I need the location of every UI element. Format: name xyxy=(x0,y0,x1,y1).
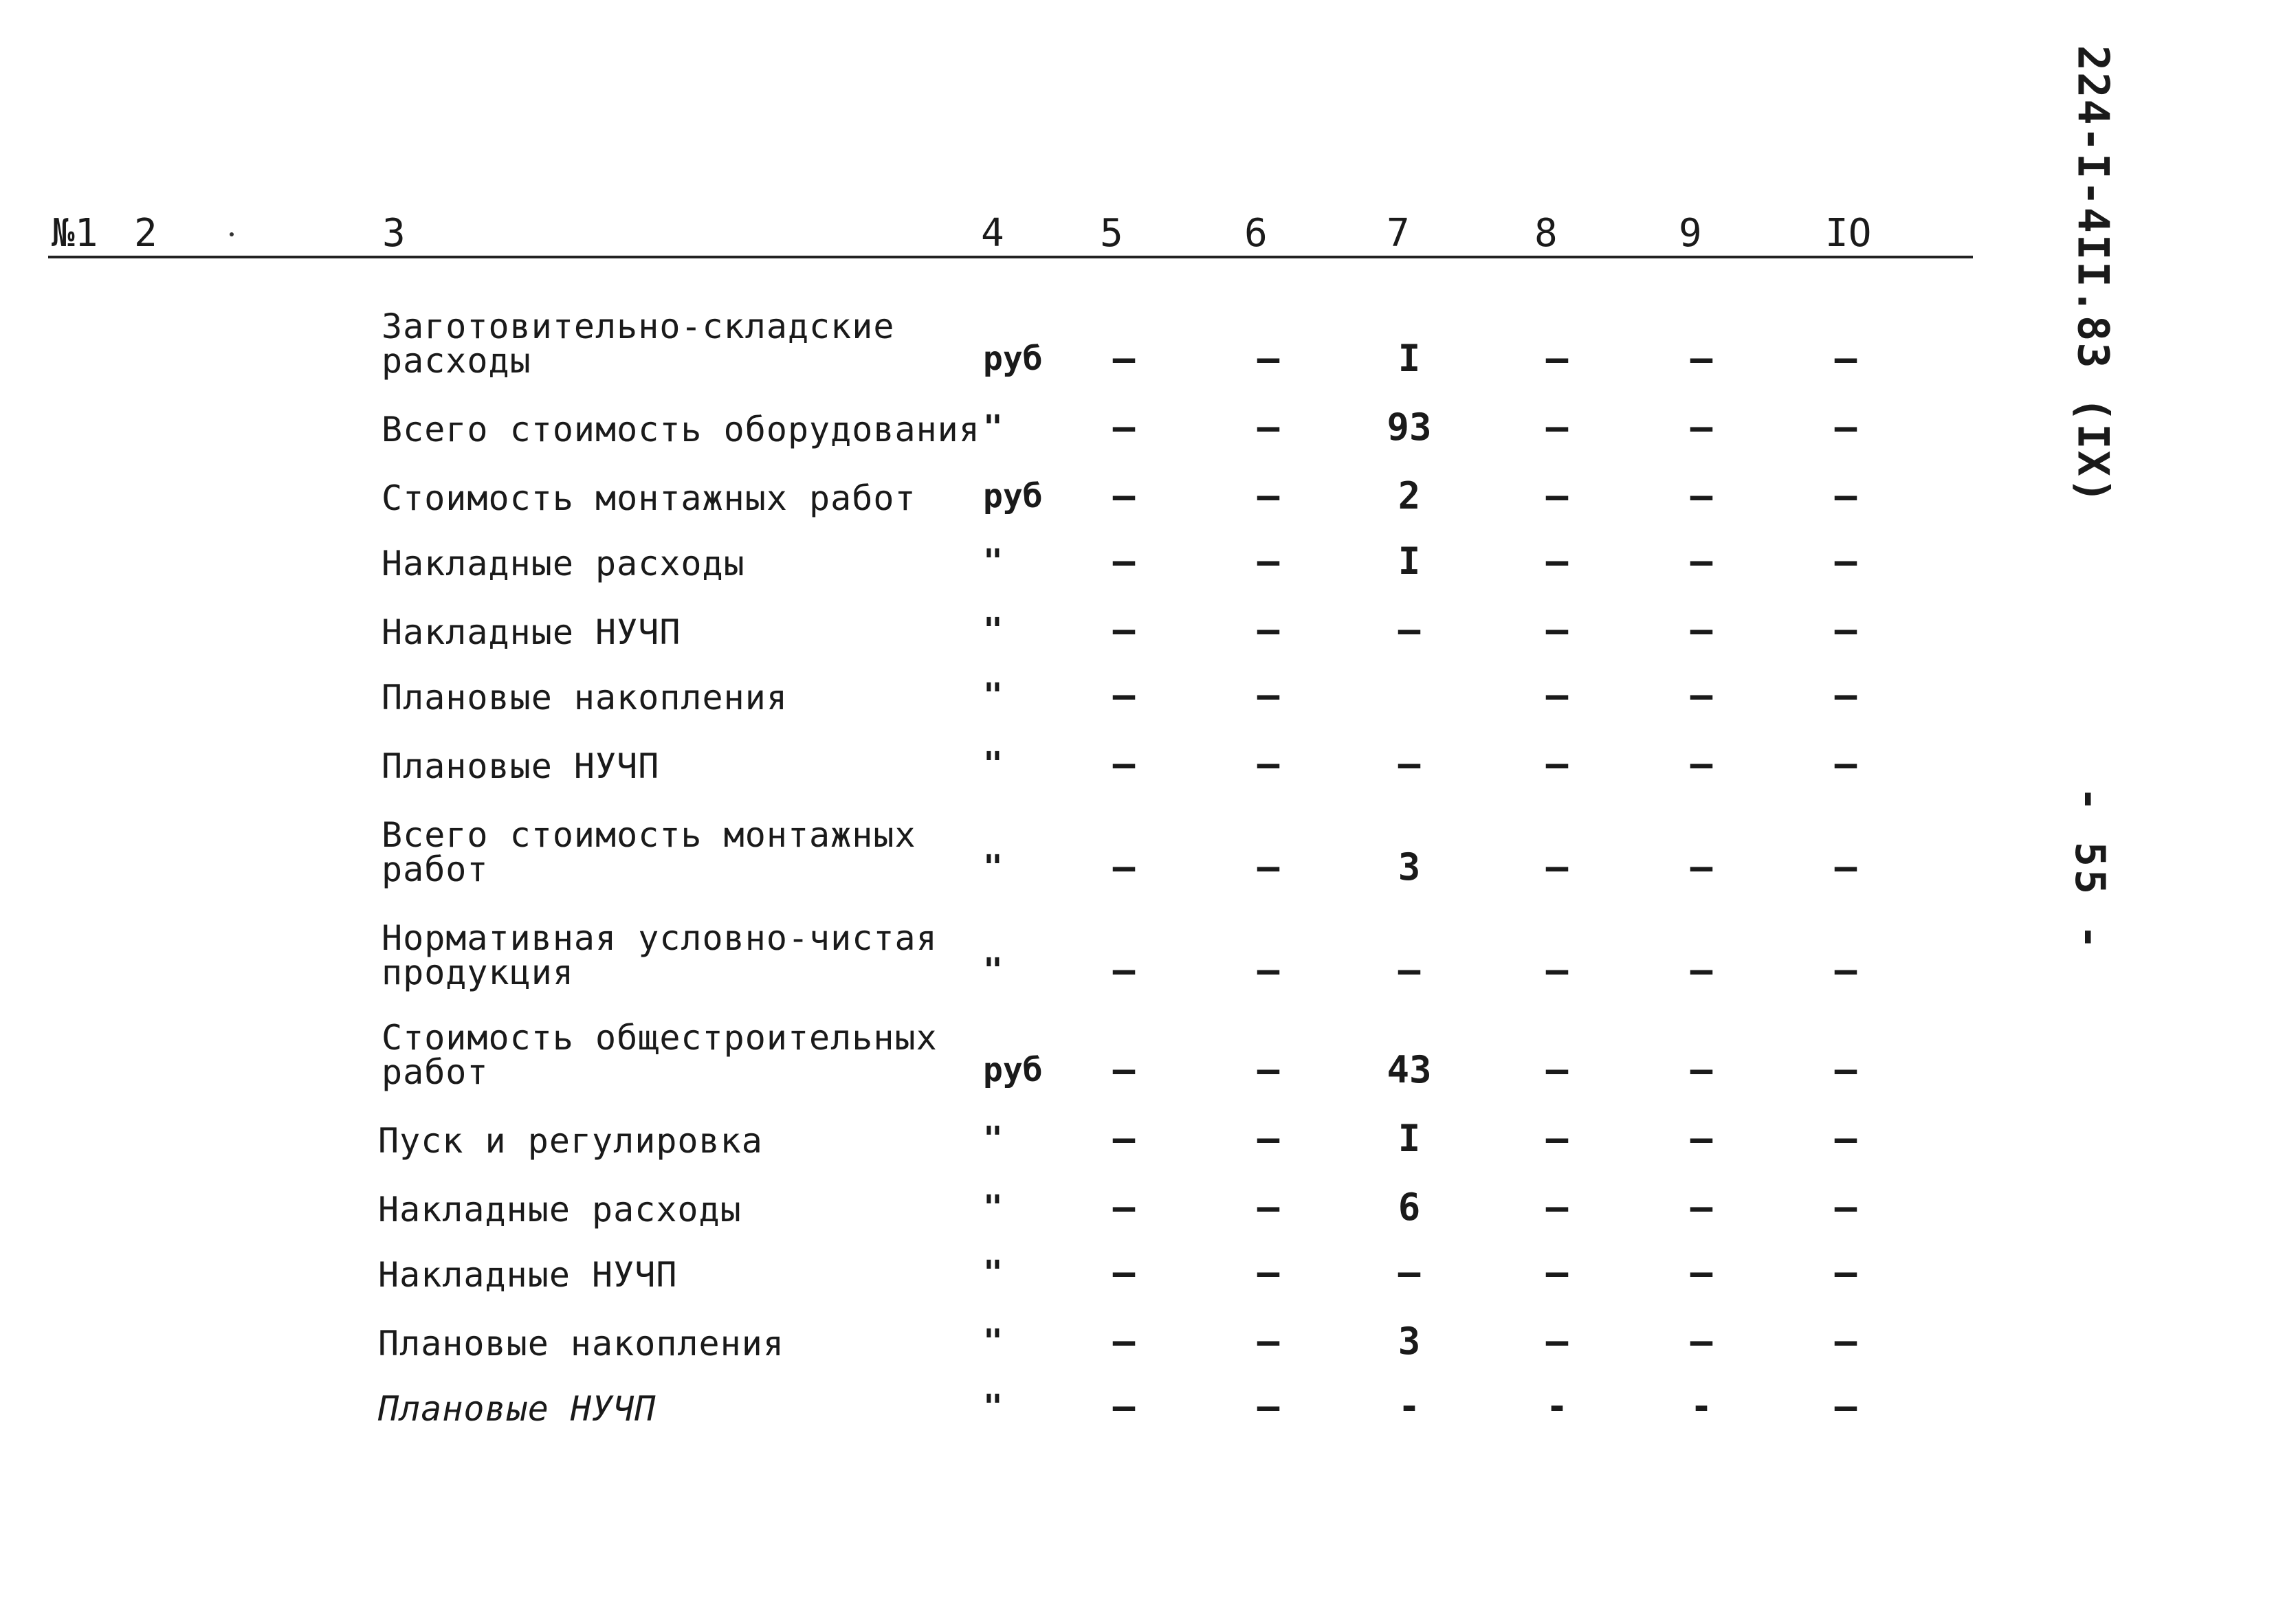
row-description: Плановые накопления xyxy=(382,678,788,718)
column-header-6: 6 xyxy=(1244,211,1268,256)
cell-col-9: – xyxy=(1690,540,1713,583)
cell-col-6: – xyxy=(1257,1117,1280,1160)
cell-col-7: 2 xyxy=(1398,474,1421,518)
header-divider xyxy=(48,256,1973,258)
table-row xyxy=(0,1244,1973,1295)
cell-col-10: – xyxy=(1834,674,1857,717)
table-row xyxy=(0,467,1973,518)
row-description: Всего стоимость монтажных работ xyxy=(382,815,916,889)
cell-col-10: – xyxy=(1834,608,1857,652)
cell-col-8: – xyxy=(1545,1048,1569,1091)
cell-col-9: – xyxy=(1690,742,1713,786)
table-row xyxy=(0,907,1973,990)
row-description: Всего стоимость оборудования xyxy=(382,410,980,449)
cell-col-9: – xyxy=(1690,337,1713,380)
header-dot-mark xyxy=(230,232,234,236)
cell-col-9: – xyxy=(1690,845,1713,889)
column-header-4: 4 xyxy=(981,211,1004,256)
cell-col-10: – xyxy=(1834,845,1857,889)
row-unit: " xyxy=(983,676,1003,715)
cell-col-5: – xyxy=(1112,1117,1136,1160)
cell-col-7: 43 xyxy=(1387,1048,1432,1091)
cell-col-10: – xyxy=(1834,948,1857,992)
cell-col-10: – xyxy=(1834,1320,1857,1363)
cell-col-8: – xyxy=(1545,405,1569,449)
cell-col-6: – xyxy=(1257,1320,1280,1363)
cell-col-5: – xyxy=(1112,474,1136,518)
cell-col-5: – xyxy=(1112,1048,1136,1091)
cell-col-10: – xyxy=(1834,1048,1857,1091)
cell-col-9: – xyxy=(1690,1117,1713,1160)
cell-col-8: – xyxy=(1545,337,1569,380)
column-header-8: 8 xyxy=(1534,211,1558,256)
row-description: Накладные расходы xyxy=(378,1190,742,1230)
cell-col-8: – xyxy=(1545,474,1569,518)
row-description: Накладные расходы xyxy=(382,544,745,583)
cell-col-8: – xyxy=(1545,1320,1569,1363)
row-unit: " xyxy=(983,408,1003,447)
table-row xyxy=(0,735,1973,786)
cell-col-6: – xyxy=(1257,540,1280,583)
cell-col-8: – xyxy=(1545,608,1569,652)
cell-col-10: – xyxy=(1834,1117,1857,1160)
cell-col-6: – xyxy=(1257,1186,1280,1229)
row-unit: " xyxy=(983,951,1003,990)
cell-col-7: I xyxy=(1398,337,1421,380)
row-description: Нормативная условно-чистая продукция xyxy=(382,918,938,992)
cell-col-5: – xyxy=(1112,845,1136,889)
column-header-9: 9 xyxy=(1679,211,1702,256)
cell-col-9: – xyxy=(1690,608,1713,652)
row-unit: " xyxy=(983,848,1003,887)
cell-col-5: – xyxy=(1112,540,1136,583)
cell-col-10: – xyxy=(1834,1186,1857,1229)
row-unit: " xyxy=(983,1254,1003,1292)
cell-col-7: 3 xyxy=(1398,1320,1421,1363)
cell-col-8: – xyxy=(1545,1117,1569,1160)
table-row xyxy=(0,667,1973,718)
cell-col-6: – xyxy=(1257,1048,1280,1091)
table-row xyxy=(0,533,1973,581)
cell-col-8: – xyxy=(1545,1186,1569,1229)
cell-col-7: – xyxy=(1398,742,1421,786)
table-row xyxy=(0,601,1973,652)
row-description: Плановые НУЧП xyxy=(382,746,660,786)
table-header xyxy=(0,206,1973,261)
cell-col-10: – xyxy=(1834,1385,1857,1428)
cell-col-7: – xyxy=(1398,948,1421,992)
cell-col-6: – xyxy=(1257,948,1280,992)
cell-col-9: – xyxy=(1690,474,1713,518)
cell-col-10: – xyxy=(1834,1251,1857,1294)
cell-col-6: – xyxy=(1257,742,1280,786)
table-row xyxy=(0,1313,1973,1364)
cell-col-9: – xyxy=(1690,1048,1713,1091)
cell-col-8: - xyxy=(1545,1385,1569,1428)
row-unit: руб xyxy=(983,1051,1043,1089)
cell-col-7: 93 xyxy=(1387,405,1432,449)
cell-col-6: – xyxy=(1257,405,1280,449)
cell-col-8: – xyxy=(1545,674,1569,717)
row-description: Накладные НУЧП xyxy=(378,1255,678,1295)
cell-col-6: – xyxy=(1257,845,1280,889)
cell-col-9: – xyxy=(1690,948,1713,992)
cell-col-9: - xyxy=(1690,1385,1713,1428)
cell-col-9: – xyxy=(1690,674,1713,717)
column-header-3: 3 xyxy=(382,211,406,256)
cell-col-6: – xyxy=(1257,1385,1280,1428)
table-row xyxy=(0,1110,1973,1161)
cell-col-9: – xyxy=(1690,1251,1713,1294)
row-unit: руб xyxy=(983,477,1043,515)
row-unit: " xyxy=(983,745,1003,783)
row-unit: " xyxy=(983,542,1003,581)
cell-col-7: I xyxy=(1398,1117,1421,1160)
cell-col-7: – xyxy=(1398,608,1421,652)
cell-col-10: – xyxy=(1834,337,1857,380)
cell-col-9: – xyxy=(1690,1186,1713,1229)
row-description: Накладные НУЧП xyxy=(382,612,681,652)
row-unit: " xyxy=(983,1188,1003,1227)
cell-col-8: – xyxy=(1545,948,1569,992)
row-description: Стоимость монтажных работ xyxy=(382,478,916,518)
column-header-10: IO xyxy=(1825,211,1872,256)
cell-col-6: – xyxy=(1257,474,1280,518)
column-header-2: 2 xyxy=(134,211,157,256)
cell-col-5: – xyxy=(1112,1385,1136,1428)
row-unit: " xyxy=(983,1388,1003,1426)
cell-col-8: – xyxy=(1545,845,1569,889)
cell-col-6: – xyxy=(1257,337,1280,380)
cell-col-5: – xyxy=(1112,608,1136,652)
cell-col-6: – xyxy=(1257,1251,1280,1294)
cell-col-10: – xyxy=(1834,474,1857,518)
cell-col-7: - xyxy=(1398,1385,1421,1428)
row-description: Плановые накопления xyxy=(378,1324,784,1364)
cell-col-7: I xyxy=(1398,540,1421,583)
row-description: Стоимость общестроительных работ xyxy=(382,1018,938,1092)
cell-col-10: – xyxy=(1834,742,1857,786)
page-number: - 55 - xyxy=(2066,786,2114,953)
cell-col-8: – xyxy=(1545,540,1569,583)
cell-col-5: – xyxy=(1112,405,1136,449)
row-description: Плановые НУЧП xyxy=(378,1389,656,1429)
row-unit: " xyxy=(983,1322,1003,1361)
cell-col-5: – xyxy=(1112,742,1136,786)
cell-col-7: – xyxy=(1398,1251,1421,1294)
cell-col-5: – xyxy=(1112,948,1136,992)
table-row xyxy=(0,1179,1973,1230)
row-unit: руб xyxy=(983,340,1043,378)
table-row xyxy=(0,804,1973,887)
cell-col-9: – xyxy=(1690,1320,1713,1363)
cell-col-6: – xyxy=(1257,674,1280,717)
cell-col-10: – xyxy=(1834,405,1857,449)
column-header-1: №1 xyxy=(52,211,98,256)
column-header-5: 5 xyxy=(1100,211,1123,256)
document-code: 224-I-4II.83 (IX) xyxy=(2068,45,2119,505)
cell-col-8: – xyxy=(1545,1251,1569,1294)
cell-col-9: – xyxy=(1690,405,1713,449)
cell-col-8: – xyxy=(1545,742,1569,786)
cell-col-7: 6 xyxy=(1398,1186,1421,1229)
cell-col-5: – xyxy=(1112,337,1136,380)
row-unit: " xyxy=(983,1120,1003,1158)
column-header-7: 7 xyxy=(1387,211,1410,256)
table-row xyxy=(0,399,1973,447)
table-row xyxy=(0,296,1973,381)
row-unit: " xyxy=(983,611,1003,649)
cell-col-6: – xyxy=(1257,608,1280,652)
row-description: Пуск и регулировка xyxy=(378,1121,763,1161)
row-description: Заготовительно-складские расходы xyxy=(382,307,895,381)
cell-col-10: – xyxy=(1834,540,1857,583)
cell-col-5: – xyxy=(1112,1186,1136,1229)
cell-col-5: – xyxy=(1112,1251,1136,1294)
cell-col-7: 3 xyxy=(1398,845,1421,889)
cell-col-5: – xyxy=(1112,1320,1136,1363)
table-row xyxy=(0,1007,1973,1092)
table-row xyxy=(0,1378,1973,1429)
cell-col-5: – xyxy=(1112,674,1136,717)
